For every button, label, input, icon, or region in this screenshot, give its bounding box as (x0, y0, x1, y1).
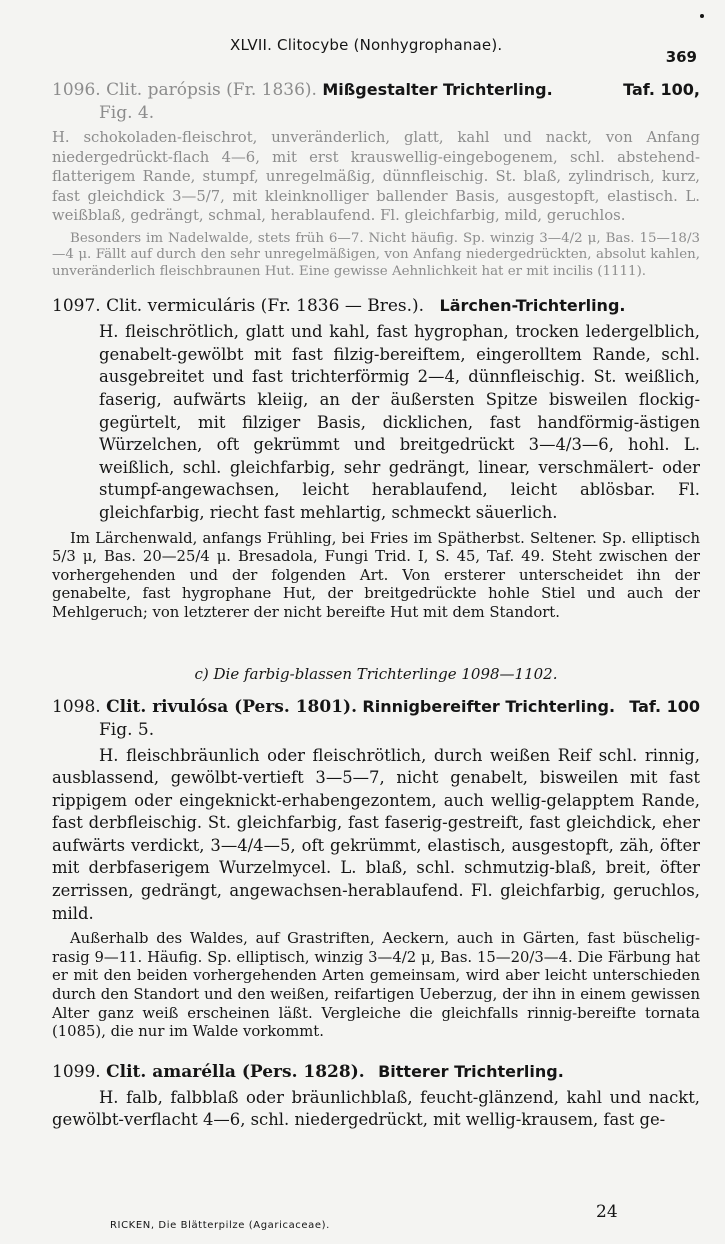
entry-1097 (52, 294, 700, 622)
plate-reference: Taf. 100, (623, 80, 700, 99)
plate-reference: Taf. 100 (629, 696, 700, 716)
common-name: Mißgestalter Trichterling. (322, 80, 553, 99)
entry-description: H. fleischbräunlich oder fleischrötlich, durch weißen Reif schl. rinnig, ausblassend, gewölbt-vertieft 3—5—7, nicht genabelt, bisweilen mit fast rippigem oder eingeknickt-erhabengezontem, auch wellig-gelapptem Rande, fast derbfleischig. St. gleichfarbig, fast faserig-gestreift, fast gleichdick, eher aufwärts verdickt, 3—4/4—5, oft gekrümmt, elastisch, ausgestopft, zäh, öfter mit derbfaserigem Wurzelmycel. L. blaß, schl. schmutzig-blaß, breit, öfter zerrissen, gedrängt, angewachsen-herablaufend. Fl. gleichfarbig, geruchlos, mild. (52, 745, 700, 923)
entry-description: H. fleischrötlich, glatt und kahl, fast hygrophan, trocken ledergelblich, genabelt-gewölbt mit fast filzig-bereiftem, eingerolltem Rande, schl. ausgebreitet und fast trichterförmig 2—4, dünnfleischig. St. weißlich, faserig, aufwärts kleiig, an der äußersten Spitze bisweilen flockig-gegürtelt, mit filziger Basis, dicklichen, fast handförmig-ästigen Würzelchen, oft gekrümmt und breitgedrückt 3—4/3—6, hohl. L. weißlich, schl. gleichfarbig, sehr gedrängt, linear, verschmälert- oder stumpf-angewachsen, leicht herablaufend, leicht ablösbar. Fl. gleichfarbig, riecht fast mehlartig, schmeckt säuerlich. (99, 322, 700, 522)
entry-number: 1098. (52, 696, 101, 717)
print-speck (700, 14, 704, 18)
section-heading: c) Die farbig-blassen Trichterlinge 1098—1102. (194, 664, 558, 683)
page-body (52, 78, 700, 1132)
species-name: Clit. amarélla (Pers. 1828). (106, 1061, 365, 1082)
signature-mark: 24 (596, 1202, 618, 1222)
entry-note: Außerhalb des Waldes, auf Grastriften, Aeckern, auch in Gärten, fast büschelig-rasig 9—11. Häufig. Sp. elliptisch, winzig 3—4/2 μ, Bas. 15—20/3—4. Die Färbung hat er mit den beiden vorhergehenden Arten gemeinsam, wird aber leicht unterschieden durch den Standort und den weißen, reifartigen Ueberzug, der ihn in einem gewissen Alter ganz weiß erscheinen läßt. Vergleiche die gleichfalls rinnig-bereifte tornata (1085), die nur im Walde vorkommt. (52, 930, 700, 1041)
common-name: Bitterer Trichterling. (378, 1061, 564, 1081)
entry-1096 (52, 78, 700, 280)
entry-description: H. falb, falbblaß oder bräunlichblaß, feucht-glänzend, kahl und nackt, gewölbt-verflacht 4—6, schl. niedergedrückt, mit wellig-krausem, fast ge- (52, 1087, 700, 1130)
entry-heading (52, 78, 700, 102)
entry-heading (52, 1060, 700, 1084)
imprint-line: RICKEN, Die Blätterpilze (Agaricaceae). (110, 1220, 330, 1231)
figure-reference: Fig. 4. (99, 103, 155, 123)
entry-number: 1097. (52, 296, 101, 317)
entry-note: Besonders im Nadelwalde, stets früh 6—7. Nicht häufig. Sp. winzig 3—4/2 μ, Bas. 15—18/3—4 μ. Fällt auf durch den sehr unregelmäßigen, von Anfang niedergedrückten, absolut kahlen, unveränderlich fleischbraunen Hut. Eine gewisse Aehnlichkeit hat er mit incilis (1111). (52, 230, 700, 279)
entry-number: 1096. (52, 80, 101, 100)
entry-number: 1099. (52, 1061, 101, 1082)
species-name: Clit. rivulósa (Pers. 1801). (106, 696, 357, 717)
species-name: Clit. parópsis (Fr. 1836). (106, 80, 317, 100)
figure-reference: Fig. 5. (99, 719, 155, 740)
entry-1099 (52, 1060, 700, 1132)
common-name: Lärchen-Trichterling. (439, 296, 626, 316)
entry-1098 (52, 695, 700, 1042)
entry-description: H. schokoladen-fleischrot, unveränderlich, glatt, kahl und nackt, von Anfang niedergedrückt-flach 4—6, mit erst krauswellig-eingebogenem, schl. abstehend-flatterigem Rande, stumpf, unregelmäßig, dünnfleischig. St. blaß, zylindrisch, kurz, fast gleichdick 3—5/7, mit kleinknolliger ballender Basis, ausgestopft, elastisch. L. weißblaß, gedrängt, schmal, herablaufend. Fl. gleichfarbig, mild, geruchlos. (52, 129, 700, 225)
entry-heading (52, 695, 700, 719)
entry-note: Im Lärchenwald, anfangs Frühling, bei Fries im Spätherbst. Seltener. Sp. elliptisch 5/3 μ, Bas. 20—25/4 μ. Bresadola, Fungi Trid. I, S. 45, Taf. 49. Steht zwischen der vorhergehenden und der folgenden Art. Von ersterer unterscheidet ihn der genabelte, fast hygrophane Hut, der breitgedrückte hohle Stiel und auch der Mehlgeruch; von letzterer der nicht bereifte Hut mit dem Standort. (52, 529, 700, 621)
page-header (0, 34, 725, 66)
common-name: Rinnigbereifter Trichterling. (362, 696, 616, 716)
running-head: XLVII. Clitocybe (Nonhygrophanae). (230, 36, 503, 54)
entry-heading (52, 294, 700, 318)
species-name: Clit. vermiculáris (Fr. 1836 — Bres.). (106, 296, 425, 317)
page-number: 369 (665, 48, 697, 66)
